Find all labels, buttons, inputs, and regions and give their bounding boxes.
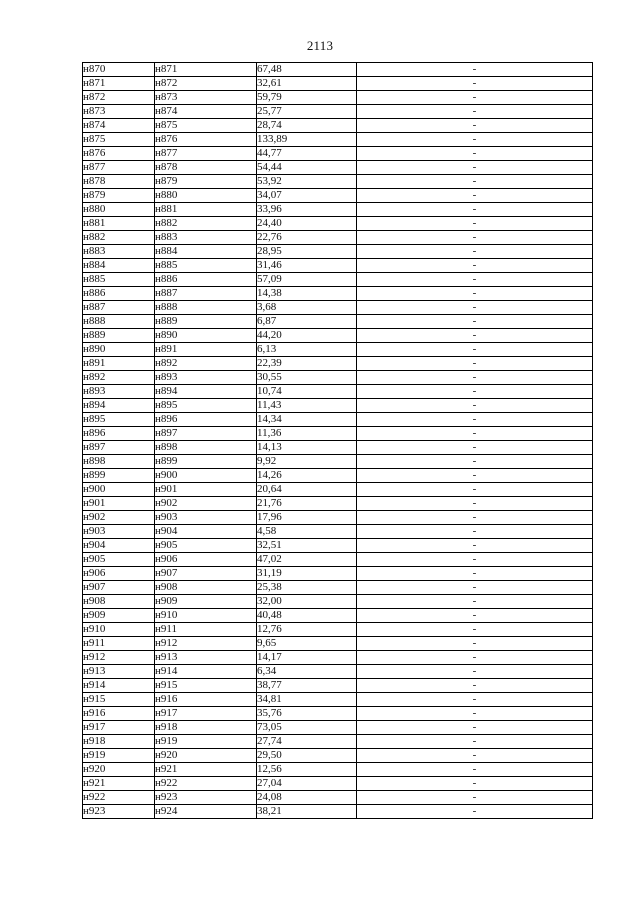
table-row bbox=[83, 791, 593, 805]
distance-cell: 40,48 bbox=[257, 609, 357, 623]
note-cell: - bbox=[357, 441, 593, 455]
table-row bbox=[83, 315, 593, 329]
distance-cell: 9,65 bbox=[257, 637, 357, 651]
from-point-cell: н893 bbox=[83, 385, 155, 399]
table-row bbox=[83, 553, 593, 567]
distance-cell: 27,04 bbox=[257, 777, 357, 791]
from-point-cell: н908 bbox=[83, 595, 155, 609]
note-cell: - bbox=[357, 399, 593, 413]
distance-cell: 4,58 bbox=[257, 525, 357, 539]
to-point-cell: н898 bbox=[155, 441, 257, 455]
note-cell: - bbox=[357, 763, 593, 777]
distance-cell: 133,89 bbox=[257, 133, 357, 147]
distance-cell: 25,77 bbox=[257, 105, 357, 119]
distance-cell: 20,64 bbox=[257, 483, 357, 497]
to-point-cell: н875 bbox=[155, 119, 257, 133]
note-cell: - bbox=[357, 385, 593, 399]
from-point-cell: н886 bbox=[83, 287, 155, 301]
to-point-cell: н890 bbox=[155, 329, 257, 343]
distance-cell: 54,44 bbox=[257, 161, 357, 175]
note-cell: - bbox=[357, 497, 593, 511]
distance-cell: 33,96 bbox=[257, 203, 357, 217]
distance-cell: 28,74 bbox=[257, 119, 357, 133]
note-cell: - bbox=[357, 133, 593, 147]
to-point-cell: н896 bbox=[155, 413, 257, 427]
to-point-cell: н883 bbox=[155, 231, 257, 245]
distance-cell: 12,76 bbox=[257, 623, 357, 637]
from-point-cell: н916 bbox=[83, 707, 155, 721]
distance-cell: 21,76 bbox=[257, 497, 357, 511]
to-point-cell: н917 bbox=[155, 707, 257, 721]
to-point-cell: н901 bbox=[155, 483, 257, 497]
note-cell: - bbox=[357, 217, 593, 231]
table-row bbox=[83, 259, 593, 273]
note-cell: - bbox=[357, 539, 593, 553]
table-row bbox=[83, 637, 593, 651]
to-point-cell: н910 bbox=[155, 609, 257, 623]
from-point-cell: н902 bbox=[83, 511, 155, 525]
table-row bbox=[83, 175, 593, 189]
to-point-cell: н907 bbox=[155, 567, 257, 581]
distance-cell: 31,46 bbox=[257, 259, 357, 273]
from-point-cell: н884 bbox=[83, 259, 155, 273]
note-cell: - bbox=[357, 735, 593, 749]
from-point-cell: н885 bbox=[83, 273, 155, 287]
from-point-cell: н907 bbox=[83, 581, 155, 595]
table-row bbox=[83, 273, 593, 287]
to-point-cell: н873 bbox=[155, 91, 257, 105]
table-row bbox=[83, 693, 593, 707]
from-point-cell: н913 bbox=[83, 665, 155, 679]
distance-cell: 34,81 bbox=[257, 693, 357, 707]
table-row bbox=[83, 777, 593, 791]
from-point-cell: н914 bbox=[83, 679, 155, 693]
to-point-cell: н872 bbox=[155, 77, 257, 91]
from-point-cell: н891 bbox=[83, 357, 155, 371]
table-row bbox=[83, 679, 593, 693]
to-point-cell: н879 bbox=[155, 175, 257, 189]
distance-cell: 73,05 bbox=[257, 721, 357, 735]
distance-cell: 28,95 bbox=[257, 245, 357, 259]
from-point-cell: н923 bbox=[83, 805, 155, 819]
from-point-cell: н890 bbox=[83, 343, 155, 357]
distance-cell: 10,74 bbox=[257, 385, 357, 399]
table-row bbox=[83, 567, 593, 581]
note-cell: - bbox=[357, 525, 593, 539]
note-cell: - bbox=[357, 679, 593, 693]
distance-cell: 9,92 bbox=[257, 455, 357, 469]
note-cell: - bbox=[357, 203, 593, 217]
to-point-cell: н891 bbox=[155, 343, 257, 357]
note-cell: - bbox=[357, 455, 593, 469]
note-cell: - bbox=[357, 805, 593, 819]
to-point-cell: н874 bbox=[155, 105, 257, 119]
distance-cell: 11,43 bbox=[257, 399, 357, 413]
note-cell: - bbox=[357, 329, 593, 343]
distance-cell: 38,77 bbox=[257, 679, 357, 693]
note-cell: - bbox=[357, 623, 593, 637]
to-point-cell: н902 bbox=[155, 497, 257, 511]
from-point-cell: н871 bbox=[83, 77, 155, 91]
table-row bbox=[83, 119, 593, 133]
table-row bbox=[83, 161, 593, 175]
to-point-cell: н924 bbox=[155, 805, 257, 819]
note-cell: - bbox=[357, 357, 593, 371]
table-row bbox=[83, 455, 593, 469]
distance-cell: 12,56 bbox=[257, 763, 357, 777]
from-point-cell: н901 bbox=[83, 497, 155, 511]
table-row bbox=[83, 539, 593, 553]
to-point-cell: н897 bbox=[155, 427, 257, 441]
table-row bbox=[83, 623, 593, 637]
distance-cell: 3,68 bbox=[257, 301, 357, 315]
distance-cell: 38,21 bbox=[257, 805, 357, 819]
to-point-cell: н921 bbox=[155, 763, 257, 777]
table-row bbox=[83, 581, 593, 595]
table-row bbox=[83, 735, 593, 749]
note-cell: - bbox=[357, 91, 593, 105]
note-cell: - bbox=[357, 749, 593, 763]
from-point-cell: н874 bbox=[83, 119, 155, 133]
note-cell: - bbox=[357, 595, 593, 609]
distance-cell: 32,61 bbox=[257, 77, 357, 91]
to-point-cell: н884 bbox=[155, 245, 257, 259]
note-cell: - bbox=[357, 609, 593, 623]
from-point-cell: н898 bbox=[83, 455, 155, 469]
to-point-cell: н892 bbox=[155, 357, 257, 371]
from-point-cell: н900 bbox=[83, 483, 155, 497]
note-cell: - bbox=[357, 259, 593, 273]
from-point-cell: н905 bbox=[83, 553, 155, 567]
table-body bbox=[83, 63, 593, 819]
table-row bbox=[83, 413, 593, 427]
from-point-cell: н870 bbox=[83, 63, 155, 77]
to-point-cell: н908 bbox=[155, 581, 257, 595]
distance-cell: 24,40 bbox=[257, 217, 357, 231]
note-cell: - bbox=[357, 777, 593, 791]
note-cell: - bbox=[357, 665, 593, 679]
from-point-cell: н881 bbox=[83, 217, 155, 231]
from-point-cell: н873 bbox=[83, 105, 155, 119]
to-point-cell: н881 bbox=[155, 203, 257, 217]
note-cell: - bbox=[357, 371, 593, 385]
table-row bbox=[83, 91, 593, 105]
table-row bbox=[83, 301, 593, 315]
table-row bbox=[83, 231, 593, 245]
to-point-cell: н887 bbox=[155, 287, 257, 301]
distance-cell: 14,38 bbox=[257, 287, 357, 301]
note-cell: - bbox=[357, 175, 593, 189]
note-cell: - bbox=[357, 63, 593, 77]
note-cell: - bbox=[357, 637, 593, 651]
from-point-cell: н903 bbox=[83, 525, 155, 539]
table-row bbox=[83, 77, 593, 91]
distance-cell: 59,79 bbox=[257, 91, 357, 105]
table-row bbox=[83, 707, 593, 721]
to-point-cell: н900 bbox=[155, 469, 257, 483]
to-point-cell: н871 bbox=[155, 63, 257, 77]
from-point-cell: н895 bbox=[83, 413, 155, 427]
table-row bbox=[83, 805, 593, 819]
distance-cell: 14,13 bbox=[257, 441, 357, 455]
to-point-cell: н916 bbox=[155, 693, 257, 707]
distance-cell: 27,74 bbox=[257, 735, 357, 749]
distance-cell: 44,20 bbox=[257, 329, 357, 343]
from-point-cell: н883 bbox=[83, 245, 155, 259]
distance-cell: 31,19 bbox=[257, 567, 357, 581]
table-row bbox=[83, 385, 593, 399]
table-row bbox=[83, 399, 593, 413]
table-row bbox=[83, 63, 593, 77]
from-point-cell: н896 bbox=[83, 427, 155, 441]
from-point-cell: н888 bbox=[83, 315, 155, 329]
to-point-cell: н876 bbox=[155, 133, 257, 147]
table-row bbox=[83, 483, 593, 497]
note-cell: - bbox=[357, 273, 593, 287]
note-cell: - bbox=[357, 315, 593, 329]
distance-cell: 53,92 bbox=[257, 175, 357, 189]
to-point-cell: н905 bbox=[155, 539, 257, 553]
note-cell: - bbox=[357, 413, 593, 427]
note-cell: - bbox=[357, 707, 593, 721]
table-row bbox=[83, 665, 593, 679]
from-point-cell: н872 bbox=[83, 91, 155, 105]
from-point-cell: н915 bbox=[83, 693, 155, 707]
coordinates-table bbox=[82, 62, 593, 819]
note-cell: - bbox=[357, 161, 593, 175]
table-row bbox=[83, 147, 593, 161]
table-row bbox=[83, 651, 593, 665]
note-cell: - bbox=[357, 511, 593, 525]
table-row bbox=[83, 511, 593, 525]
note-cell: - bbox=[357, 119, 593, 133]
distance-cell: 6,13 bbox=[257, 343, 357, 357]
to-point-cell: н886 bbox=[155, 273, 257, 287]
distance-cell: 22,76 bbox=[257, 231, 357, 245]
note-cell: - bbox=[357, 189, 593, 203]
to-point-cell: н880 bbox=[155, 189, 257, 203]
distance-cell: 32,51 bbox=[257, 539, 357, 553]
note-cell: - bbox=[357, 105, 593, 119]
from-point-cell: н911 bbox=[83, 637, 155, 651]
table-row bbox=[83, 287, 593, 301]
note-cell: - bbox=[357, 231, 593, 245]
table-row bbox=[83, 371, 593, 385]
distance-cell: 35,76 bbox=[257, 707, 357, 721]
from-point-cell: н910 bbox=[83, 623, 155, 637]
to-point-cell: н919 bbox=[155, 735, 257, 749]
from-point-cell: н876 bbox=[83, 147, 155, 161]
distance-cell: 30,55 bbox=[257, 371, 357, 385]
to-point-cell: н888 bbox=[155, 301, 257, 315]
table-row bbox=[83, 105, 593, 119]
distance-cell: 67,48 bbox=[257, 63, 357, 77]
from-point-cell: н894 bbox=[83, 399, 155, 413]
distance-cell: 34,07 bbox=[257, 189, 357, 203]
to-point-cell: н915 bbox=[155, 679, 257, 693]
from-point-cell: н875 bbox=[83, 133, 155, 147]
note-cell: - bbox=[357, 721, 593, 735]
distance-cell: 25,38 bbox=[257, 581, 357, 595]
from-point-cell: н879 bbox=[83, 189, 155, 203]
page-number: 2113 bbox=[306, 38, 334, 53]
to-point-cell: н877 bbox=[155, 147, 257, 161]
table-row bbox=[83, 245, 593, 259]
from-point-cell: н897 bbox=[83, 441, 155, 455]
table-row bbox=[83, 721, 593, 735]
distance-cell: 6,87 bbox=[257, 315, 357, 329]
to-point-cell: н920 bbox=[155, 749, 257, 763]
to-point-cell: н909 bbox=[155, 595, 257, 609]
distance-cell: 14,34 bbox=[257, 413, 357, 427]
from-point-cell: н904 bbox=[83, 539, 155, 553]
table-row bbox=[83, 329, 593, 343]
from-point-cell: н921 bbox=[83, 777, 155, 791]
to-point-cell: н878 bbox=[155, 161, 257, 175]
from-point-cell: н920 bbox=[83, 763, 155, 777]
table-row bbox=[83, 749, 593, 763]
distance-cell: 22,39 bbox=[257, 357, 357, 371]
to-point-cell: н923 bbox=[155, 791, 257, 805]
from-point-cell: н889 bbox=[83, 329, 155, 343]
from-point-cell: н877 bbox=[83, 161, 155, 175]
table-row bbox=[83, 763, 593, 777]
to-point-cell: н906 bbox=[155, 553, 257, 567]
from-point-cell: н909 bbox=[83, 609, 155, 623]
to-point-cell: н895 bbox=[155, 399, 257, 413]
note-cell: - bbox=[357, 287, 593, 301]
note-cell: - bbox=[357, 483, 593, 497]
to-point-cell: н889 bbox=[155, 315, 257, 329]
table-row bbox=[83, 525, 593, 539]
to-point-cell: н893 bbox=[155, 371, 257, 385]
to-point-cell: н918 bbox=[155, 721, 257, 735]
note-cell: - bbox=[357, 147, 593, 161]
to-point-cell: н882 bbox=[155, 217, 257, 231]
from-point-cell: н878 bbox=[83, 175, 155, 189]
from-point-cell: н918 bbox=[83, 735, 155, 749]
note-cell: - bbox=[357, 581, 593, 595]
distance-cell: 11,36 bbox=[257, 427, 357, 441]
to-point-cell: н914 bbox=[155, 665, 257, 679]
distance-cell: 14,26 bbox=[257, 469, 357, 483]
distance-cell: 57,09 bbox=[257, 273, 357, 287]
table-row bbox=[83, 189, 593, 203]
table-row bbox=[83, 217, 593, 231]
note-cell: - bbox=[357, 693, 593, 707]
note-cell: - bbox=[357, 245, 593, 259]
to-point-cell: н922 bbox=[155, 777, 257, 791]
from-point-cell: н912 bbox=[83, 651, 155, 665]
from-point-cell: н917 bbox=[83, 721, 155, 735]
to-point-cell: н903 bbox=[155, 511, 257, 525]
table-row bbox=[83, 595, 593, 609]
from-point-cell: н887 bbox=[83, 301, 155, 315]
distance-cell: 17,96 bbox=[257, 511, 357, 525]
distance-cell: 6,34 bbox=[257, 665, 357, 679]
table-row bbox=[83, 357, 593, 371]
from-point-cell: н906 bbox=[83, 567, 155, 581]
table-row bbox=[83, 469, 593, 483]
distance-cell: 44,77 bbox=[257, 147, 357, 161]
table-row bbox=[83, 343, 593, 357]
distance-cell: 24,08 bbox=[257, 791, 357, 805]
note-cell: - bbox=[357, 343, 593, 357]
note-cell: - bbox=[357, 301, 593, 315]
note-cell: - bbox=[357, 77, 593, 91]
table-row bbox=[83, 609, 593, 623]
to-point-cell: н904 bbox=[155, 525, 257, 539]
distance-cell: 14,17 bbox=[257, 651, 357, 665]
note-cell: - bbox=[357, 791, 593, 805]
from-point-cell: н922 bbox=[83, 791, 155, 805]
note-cell: - bbox=[357, 427, 593, 441]
distance-cell: 32,00 bbox=[257, 595, 357, 609]
from-point-cell: н880 bbox=[83, 203, 155, 217]
table-row bbox=[83, 133, 593, 147]
to-point-cell: н885 bbox=[155, 259, 257, 273]
from-point-cell: н919 bbox=[83, 749, 155, 763]
to-point-cell: н899 bbox=[155, 455, 257, 469]
note-cell: - bbox=[357, 469, 593, 483]
to-point-cell: н911 bbox=[155, 623, 257, 637]
table-row bbox=[83, 203, 593, 217]
to-point-cell: н913 bbox=[155, 651, 257, 665]
from-point-cell: н892 bbox=[83, 371, 155, 385]
from-point-cell: н882 bbox=[83, 231, 155, 245]
distance-cell: 29,50 bbox=[257, 749, 357, 763]
table-row bbox=[83, 427, 593, 441]
to-point-cell: н894 bbox=[155, 385, 257, 399]
table-row bbox=[83, 441, 593, 455]
note-cell: - bbox=[357, 651, 593, 665]
to-point-cell: н912 bbox=[155, 637, 257, 651]
note-cell: - bbox=[357, 553, 593, 567]
from-point-cell: н899 bbox=[83, 469, 155, 483]
note-cell: - bbox=[357, 567, 593, 581]
distance-cell: 47,02 bbox=[257, 553, 357, 567]
table-row bbox=[83, 497, 593, 511]
